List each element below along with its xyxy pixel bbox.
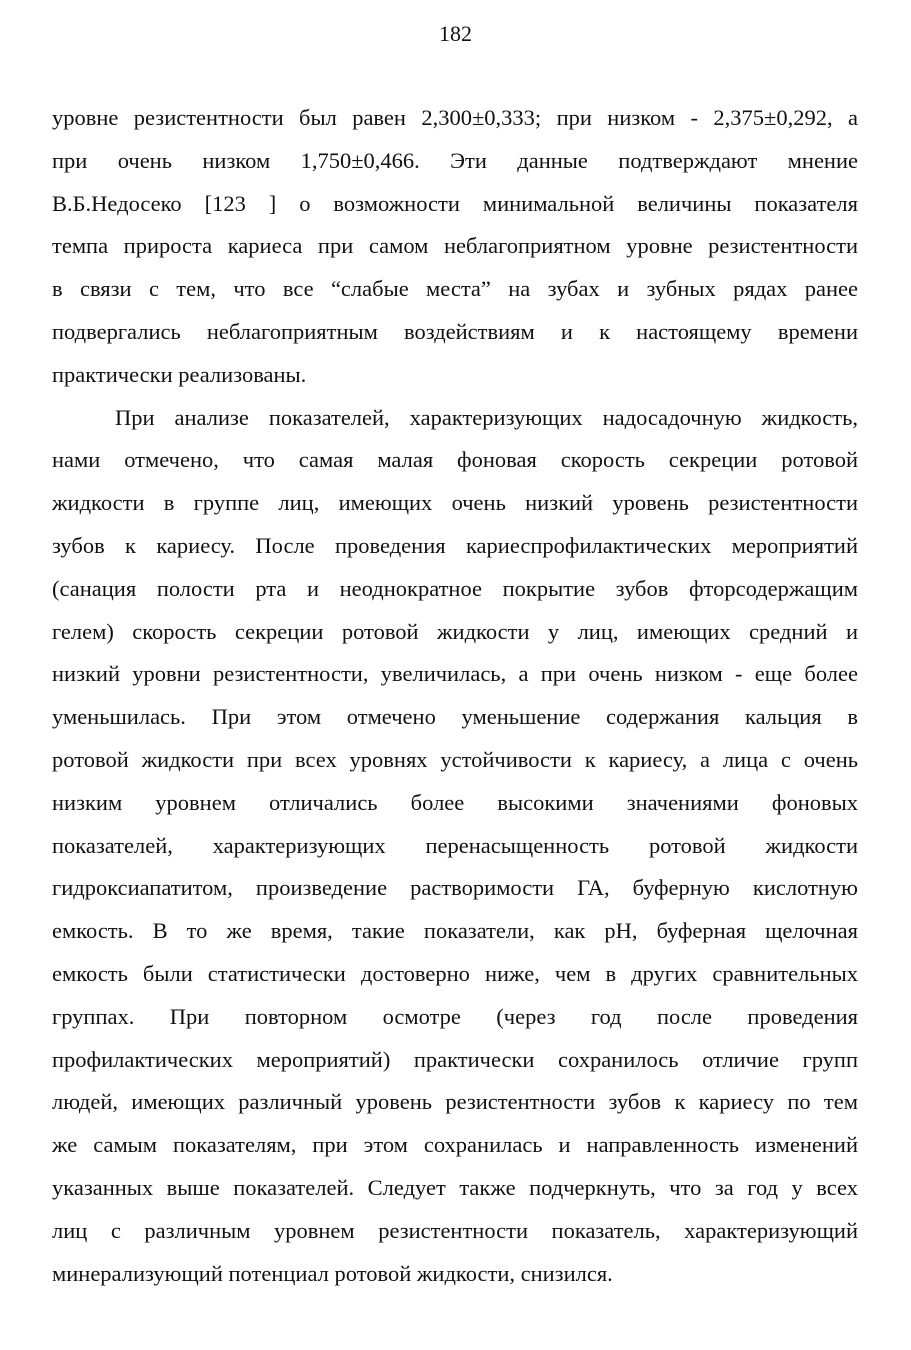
text-line: практически реализованы. [52, 361, 307, 387]
text-line: жидкости в группе лиц, имеющих очень низкий уровень резистентности [52, 490, 858, 516]
text-line: профилактических мероприятий) практически сохранилось отличие групп [52, 1046, 858, 1072]
text-line: темпа прироста кариеса при самом неблагоприятном уровне резистентности [52, 233, 858, 259]
text-line: В.Б.Недосеко [123 ] о возможности минимальной величины показателя [52, 190, 858, 216]
text-line: нами отмечено, что самая малая фоновая скорость секреции ротовой [52, 447, 858, 473]
text-line: при очень низком 1,750±0,466. Эти данные подтверждают мнение [52, 147, 858, 173]
text-line: лиц с различным уровнем резистентности показатель, характеризующий [52, 1217, 858, 1243]
text-line: уменьшилась. При этом отмечено уменьшение содержания кальция в [52, 704, 858, 730]
text-line: (санация полости рта и неоднократное покрытие зубов фторсодержащим [52, 575, 858, 601]
paragraph-1 [52, 97, 858, 397]
text-line: зубов к кариесу. После проведения кариеспрофилактических мероприятий [52, 532, 858, 558]
text-line: емкость. В то же время, такие показатели, как pH, буферная щелочная [52, 918, 858, 944]
text-line: людей, имеющих различный уровень резистентности зубов к кариесу по тем [52, 1089, 858, 1115]
text-line: гелем) скорость секреции ротовой жидкости у лиц, имеющих средний и [52, 618, 858, 644]
text-line: указанных выше показателей. Следует также подчеркнуть, что за год у всех [52, 1174, 858, 1200]
text-line: гидроксиапатитом, произведение растворимости ГА, буферную кислотную [52, 875, 858, 901]
text-line: ротовой жидкости при всех уровнях устойчивости к кариесу, а лица с очень [52, 746, 858, 772]
text-line: же самым показателям, при этом сохранилась и направленность изменений [52, 1132, 858, 1158]
page-number: 182 [439, 21, 472, 46]
text-line: минерализующий потенциал ротовой жидкости, снизился. [52, 1260, 613, 1286]
text-line: низким уровнем отличались более высокими значениями фоновых [52, 789, 858, 815]
paragraph-2 [52, 397, 858, 1296]
text-line: уровне резистентности был равен 2,300±0,333; при низком - 2,375±0,292, а [52, 105, 858, 130]
text-line: показателей, характеризующих перенасыщенность ротовой жидкости [52, 832, 858, 858]
text-line: группах. При повторном осмотре (через год после проведения [52, 1003, 858, 1029]
text-line: в связи с тем, что все “слабые места” на зубах и зубных рядах ранее [52, 276, 858, 302]
text-line: подвергались неблагоприятным воздействиям и к настоящему времени [52, 318, 858, 344]
text-line: низкий уровни резистентности, увеличилась, а при очень низком - еще более [52, 661, 858, 687]
text-line: емкость были статистически достоверно ниже, чем в других сравнительных [52, 960, 858, 986]
body-text [52, 97, 858, 1295]
text-line: При анализе показателей, характеризующих надосадочную жидкость, [115, 404, 858, 430]
